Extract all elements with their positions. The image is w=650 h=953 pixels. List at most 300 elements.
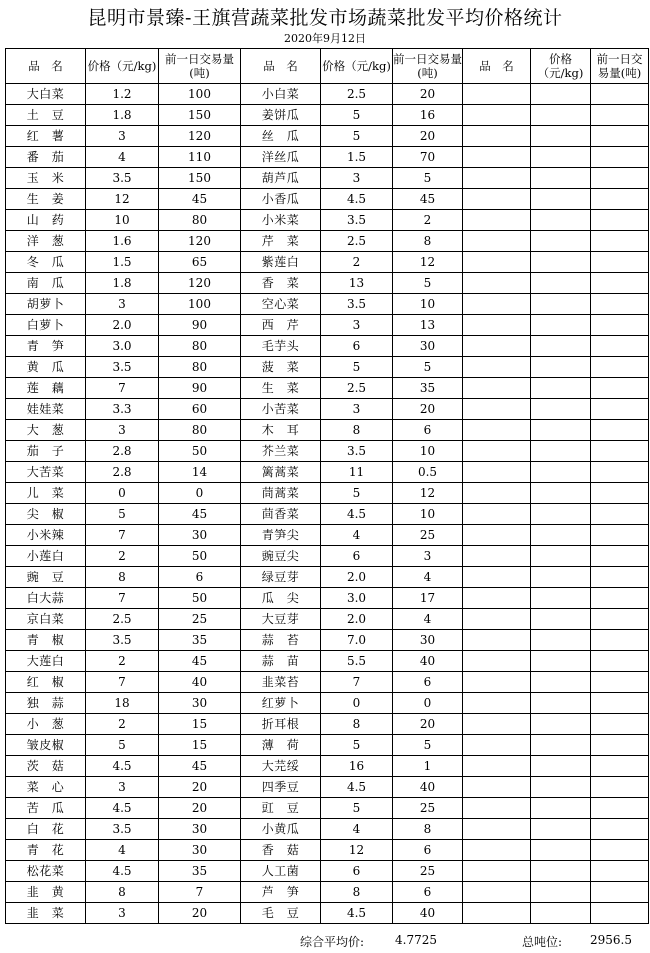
empty-cell <box>531 651 591 672</box>
item-name: 绿豆芽 <box>241 567 321 588</box>
item-price: 4 <box>321 525 393 546</box>
item-price: 8 <box>86 567 159 588</box>
empty-cell <box>463 189 531 210</box>
item-price: 3 <box>321 168 393 189</box>
item-name: 白萝卜 <box>6 315 86 336</box>
table-row <box>6 504 649 525</box>
item-volume: 100 <box>159 294 241 315</box>
item-name: 小 葱 <box>6 714 86 735</box>
item-volume: 0.5 <box>393 462 463 483</box>
empty-cell <box>463 420 531 441</box>
item-price: 4.5 <box>86 798 159 819</box>
item-volume: 40 <box>393 903 463 924</box>
item-name: 玉 米 <box>6 168 86 189</box>
empty-cell <box>463 819 531 840</box>
empty-cell <box>591 126 649 147</box>
empty-cell <box>463 462 531 483</box>
item-price: 2.5 <box>86 609 159 630</box>
item-name: 丝 瓜 <box>241 126 321 147</box>
empty-cell <box>463 882 531 903</box>
item-price: 4.5 <box>321 903 393 924</box>
empty-cell <box>531 798 591 819</box>
empty-cell <box>463 399 531 420</box>
item-volume: 15 <box>159 714 241 735</box>
empty-cell <box>463 609 531 630</box>
table-row <box>6 168 649 189</box>
empty-cell <box>463 588 531 609</box>
item-price: 7 <box>86 525 159 546</box>
item-name: 红 椒 <box>6 672 86 693</box>
empty-cell <box>531 504 591 525</box>
item-volume: 40 <box>393 651 463 672</box>
empty-cell <box>591 294 649 315</box>
item-volume: 5 <box>393 735 463 756</box>
item-volume: 25 <box>393 861 463 882</box>
empty-cell <box>463 315 531 336</box>
item-name: 京白菜 <box>6 609 86 630</box>
table-row <box>6 903 649 924</box>
empty-cell <box>591 798 649 819</box>
empty-cell <box>591 420 649 441</box>
table-row <box>6 630 649 651</box>
item-name: 薄 荷 <box>241 735 321 756</box>
empty-cell <box>463 105 531 126</box>
item-volume: 8 <box>393 819 463 840</box>
item-price: 3.5 <box>86 819 159 840</box>
item-name: 毛芋头 <box>241 336 321 357</box>
item-price: 3 <box>86 420 159 441</box>
empty-cell <box>591 252 649 273</box>
item-price: 12 <box>86 189 159 210</box>
item-volume: 20 <box>159 903 241 924</box>
table-row <box>6 567 649 588</box>
header-name: 品 名 <box>463 49 531 84</box>
item-name: 蒜 苗 <box>241 651 321 672</box>
item-name: 蒜 苔 <box>241 630 321 651</box>
item-volume: 25 <box>159 609 241 630</box>
item-name: 小白菜 <box>241 84 321 105</box>
avg-price-value: 4.7725 <box>395 933 437 947</box>
item-name: 豌豆尖 <box>241 546 321 567</box>
empty-cell <box>463 378 531 399</box>
item-price: 8 <box>321 714 393 735</box>
empty-cell <box>463 798 531 819</box>
empty-cell <box>591 756 649 777</box>
empty-cell <box>591 777 649 798</box>
header-name: 品 名 <box>241 49 321 84</box>
item-name: 南 瓜 <box>6 273 86 294</box>
empty-cell <box>591 903 649 924</box>
empty-cell <box>531 315 591 336</box>
item-price: 3.0 <box>86 336 159 357</box>
empty-cell <box>463 84 531 105</box>
item-price: 7 <box>86 378 159 399</box>
empty-cell <box>591 504 649 525</box>
item-price: 4.5 <box>321 504 393 525</box>
header-row <box>6 49 649 84</box>
item-name: 青 笋 <box>6 336 86 357</box>
item-volume: 6 <box>393 672 463 693</box>
table-row <box>6 336 649 357</box>
item-name: 红萝卜 <box>241 693 321 714</box>
item-price: 2.0 <box>321 609 393 630</box>
item-price: 3 <box>321 399 393 420</box>
table-row <box>6 546 649 567</box>
item-price: 3 <box>321 315 393 336</box>
empty-cell <box>591 231 649 252</box>
table-row <box>6 756 649 777</box>
item-price: 5 <box>321 483 393 504</box>
item-price: 4.5 <box>86 861 159 882</box>
empty-cell <box>531 210 591 231</box>
empty-cell <box>463 714 531 735</box>
item-price: 5 <box>86 735 159 756</box>
item-volume: 4 <box>393 567 463 588</box>
empty-cell <box>531 819 591 840</box>
item-name: 青 花 <box>6 840 86 861</box>
item-price: 1.8 <box>86 105 159 126</box>
empty-cell <box>463 651 531 672</box>
empty-cell <box>531 735 591 756</box>
item-name: 姜饼瓜 <box>241 105 321 126</box>
table-row <box>6 861 649 882</box>
item-name: 折耳根 <box>241 714 321 735</box>
item-name: 芹 菜 <box>241 231 321 252</box>
item-name: 篱蒿菜 <box>241 462 321 483</box>
empty-cell <box>591 714 649 735</box>
empty-cell <box>531 441 591 462</box>
item-price: 10 <box>86 210 159 231</box>
empty-cell <box>591 462 649 483</box>
item-name: 西 芹 <box>241 315 321 336</box>
empty-cell <box>463 630 531 651</box>
item-price: 13 <box>321 273 393 294</box>
item-volume: 45 <box>159 756 241 777</box>
empty-cell <box>463 861 531 882</box>
item-volume: 8 <box>393 231 463 252</box>
table-row <box>6 357 649 378</box>
table-row <box>6 315 649 336</box>
empty-cell <box>463 231 531 252</box>
table-row <box>6 378 649 399</box>
table-row <box>6 420 649 441</box>
item-price: 4 <box>86 840 159 861</box>
item-volume: 110 <box>159 147 241 168</box>
item-name: 大 葱 <box>6 420 86 441</box>
item-volume: 90 <box>159 315 241 336</box>
item-name: 大莲白 <box>6 651 86 672</box>
item-volume: 35 <box>159 630 241 651</box>
item-name: 白大蒜 <box>6 588 86 609</box>
item-name: 芥兰菜 <box>241 441 321 462</box>
item-volume: 35 <box>393 378 463 399</box>
item-price: 8 <box>321 882 393 903</box>
empty-cell <box>531 756 591 777</box>
empty-cell <box>591 105 649 126</box>
item-name: 豇 豆 <box>241 798 321 819</box>
empty-cell <box>531 378 591 399</box>
header-name: 品 名 <box>6 49 86 84</box>
item-volume: 50 <box>159 588 241 609</box>
item-price: 4.5 <box>86 756 159 777</box>
item-price: 6 <box>321 546 393 567</box>
item-name: 大豆芽 <box>241 609 321 630</box>
item-volume: 25 <box>393 798 463 819</box>
empty-cell <box>531 609 591 630</box>
table-row <box>6 441 649 462</box>
item-price: 2 <box>86 546 159 567</box>
item-name: 小米菜 <box>241 210 321 231</box>
empty-cell <box>591 693 649 714</box>
empty-cell <box>463 336 531 357</box>
empty-cell <box>531 861 591 882</box>
empty-cell <box>531 189 591 210</box>
item-volume: 3 <box>393 546 463 567</box>
empty-cell <box>463 126 531 147</box>
table-row <box>6 588 649 609</box>
empty-cell <box>531 126 591 147</box>
empty-cell <box>531 168 591 189</box>
item-volume: 12 <box>393 252 463 273</box>
item-volume: 30 <box>159 840 241 861</box>
table-row <box>6 231 649 252</box>
table-row <box>6 147 649 168</box>
empty-cell <box>591 441 649 462</box>
item-name: 白 花 <box>6 819 86 840</box>
item-name: 青 椒 <box>6 630 86 651</box>
item-price: 3.3 <box>86 399 159 420</box>
item-price: 2.5 <box>321 84 393 105</box>
item-price: 7.0 <box>321 630 393 651</box>
item-price: 3.5 <box>321 441 393 462</box>
empty-cell <box>531 231 591 252</box>
item-name: 毛 豆 <box>241 903 321 924</box>
table-row <box>6 84 649 105</box>
item-name: 小香瓜 <box>241 189 321 210</box>
item-volume: 12 <box>393 483 463 504</box>
item-volume: 90 <box>159 378 241 399</box>
table-row <box>6 525 649 546</box>
empty-cell <box>591 861 649 882</box>
item-volume: 6 <box>159 567 241 588</box>
item-name: 四季豆 <box>241 777 321 798</box>
item-name: 木 耳 <box>241 420 321 441</box>
item-price: 1.5 <box>86 252 159 273</box>
item-name: 豌 豆 <box>6 567 86 588</box>
empty-cell <box>531 147 591 168</box>
item-volume: 5 <box>393 357 463 378</box>
empty-cell <box>591 735 649 756</box>
empty-cell <box>591 672 649 693</box>
empty-cell <box>591 609 649 630</box>
item-price: 1.6 <box>86 231 159 252</box>
item-volume: 14 <box>159 462 241 483</box>
empty-cell <box>531 567 591 588</box>
item-price: 3.5 <box>321 210 393 231</box>
empty-cell <box>531 336 591 357</box>
item-volume: 15 <box>159 735 241 756</box>
empty-cell <box>463 252 531 273</box>
empty-cell <box>591 336 649 357</box>
item-price: 3 <box>86 903 159 924</box>
item-price: 2.8 <box>86 441 159 462</box>
total-tonnage-label: 总吨位: <box>522 935 563 949</box>
item-volume: 20 <box>393 399 463 420</box>
item-price: 2.0 <box>321 567 393 588</box>
item-name: 黄 瓜 <box>6 357 86 378</box>
empty-cell <box>463 567 531 588</box>
empty-cell <box>463 168 531 189</box>
item-volume: 150 <box>159 168 241 189</box>
item-price: 5.5 <box>321 651 393 672</box>
table-row <box>6 252 649 273</box>
item-name: 香 菇 <box>241 840 321 861</box>
item-price: 5 <box>321 735 393 756</box>
item-price: 7 <box>86 588 159 609</box>
item-name: 红 薯 <box>6 126 86 147</box>
empty-cell <box>531 630 591 651</box>
item-volume: 80 <box>159 357 241 378</box>
empty-cell <box>531 672 591 693</box>
item-volume: 45 <box>159 504 241 525</box>
empty-cell <box>591 546 649 567</box>
empty-cell <box>463 483 531 504</box>
item-volume: 30 <box>159 819 241 840</box>
item-volume: 120 <box>159 126 241 147</box>
empty-cell <box>591 567 649 588</box>
item-name: 茴香菜 <box>241 504 321 525</box>
item-price: 1.2 <box>86 84 159 105</box>
item-volume: 0 <box>393 693 463 714</box>
empty-cell <box>463 546 531 567</box>
empty-cell <box>531 420 591 441</box>
empty-cell <box>531 903 591 924</box>
table-row <box>6 819 649 840</box>
item-volume: 30 <box>393 630 463 651</box>
item-volume: 6 <box>393 840 463 861</box>
item-name: 番 茄 <box>6 147 86 168</box>
header-price: 价格（元/kg) <box>86 49 159 84</box>
item-name: 生 姜 <box>6 189 86 210</box>
empty-cell <box>463 672 531 693</box>
item-volume: 10 <box>393 504 463 525</box>
item-name: 韭 菜 <box>6 903 86 924</box>
item-price: 5 <box>321 105 393 126</box>
empty-cell <box>591 378 649 399</box>
item-volume: 40 <box>159 672 241 693</box>
empty-cell <box>591 357 649 378</box>
item-volume: 5 <box>393 168 463 189</box>
empty-cell <box>463 840 531 861</box>
item-price: 0 <box>321 693 393 714</box>
item-volume: 20 <box>159 777 241 798</box>
item-volume: 30 <box>159 525 241 546</box>
item-price: 6 <box>321 336 393 357</box>
report-date: 2020年9月12日 <box>284 32 366 45</box>
item-volume: 30 <box>393 336 463 357</box>
item-price: 2.5 <box>321 231 393 252</box>
item-name: 大苦菜 <box>6 462 86 483</box>
item-volume: 45 <box>393 189 463 210</box>
item-volume: 7 <box>159 882 241 903</box>
header-volume: 前一日交易量(吨) <box>159 49 241 84</box>
total-tonnage-value: 2956.5 <box>590 933 632 947</box>
empty-cell <box>463 525 531 546</box>
price-table <box>5 48 649 924</box>
empty-cell <box>591 525 649 546</box>
item-price: 3.5 <box>321 294 393 315</box>
empty-cell <box>591 840 649 861</box>
item-price: 3.5 <box>86 357 159 378</box>
item-price: 2.8 <box>86 462 159 483</box>
item-volume: 50 <box>159 441 241 462</box>
item-name: 山 药 <box>6 210 86 231</box>
item-price: 3 <box>86 777 159 798</box>
empty-cell <box>591 399 649 420</box>
empty-cell <box>463 210 531 231</box>
empty-cell <box>463 441 531 462</box>
table-row <box>6 399 649 420</box>
item-volume: 17 <box>393 588 463 609</box>
item-volume: 45 <box>159 651 241 672</box>
empty-cell <box>463 756 531 777</box>
item-price: 4 <box>86 147 159 168</box>
empty-cell <box>591 84 649 105</box>
item-volume: 30 <box>159 693 241 714</box>
item-price: 5 <box>321 798 393 819</box>
header-price: 价格（元/kg) <box>321 49 393 84</box>
empty-cell <box>531 882 591 903</box>
empty-cell <box>531 714 591 735</box>
item-volume: 6 <box>393 882 463 903</box>
item-price: 16 <box>321 756 393 777</box>
item-name: 儿 菜 <box>6 483 86 504</box>
item-name: 韭菜苔 <box>241 672 321 693</box>
empty-cell <box>463 273 531 294</box>
item-volume: 2 <box>393 210 463 231</box>
header-volume: 前一日交易量(吨) <box>393 49 463 84</box>
table-row <box>6 651 649 672</box>
item-price: 2 <box>86 651 159 672</box>
table-row <box>6 672 649 693</box>
table-row <box>6 882 649 903</box>
item-volume: 150 <box>159 105 241 126</box>
empty-cell <box>463 294 531 315</box>
empty-cell <box>531 840 591 861</box>
empty-cell <box>531 399 591 420</box>
empty-cell <box>591 630 649 651</box>
item-name: 紫莲白 <box>241 252 321 273</box>
empty-cell <box>591 882 649 903</box>
empty-cell <box>591 210 649 231</box>
item-price: 8 <box>321 420 393 441</box>
item-price: 12 <box>321 840 393 861</box>
item-price: 4.5 <box>321 777 393 798</box>
header-volume: 前一日交易量(吨) <box>591 49 649 84</box>
table-row <box>6 609 649 630</box>
item-price: 2 <box>321 252 393 273</box>
empty-cell <box>591 588 649 609</box>
table-row <box>6 693 649 714</box>
empty-cell <box>531 252 591 273</box>
item-name: 大白菜 <box>6 84 86 105</box>
item-name: 小黄瓜 <box>241 819 321 840</box>
empty-cell <box>591 189 649 210</box>
empty-cell <box>591 315 649 336</box>
item-price: 5 <box>86 504 159 525</box>
empty-cell <box>463 903 531 924</box>
table-row <box>6 777 649 798</box>
